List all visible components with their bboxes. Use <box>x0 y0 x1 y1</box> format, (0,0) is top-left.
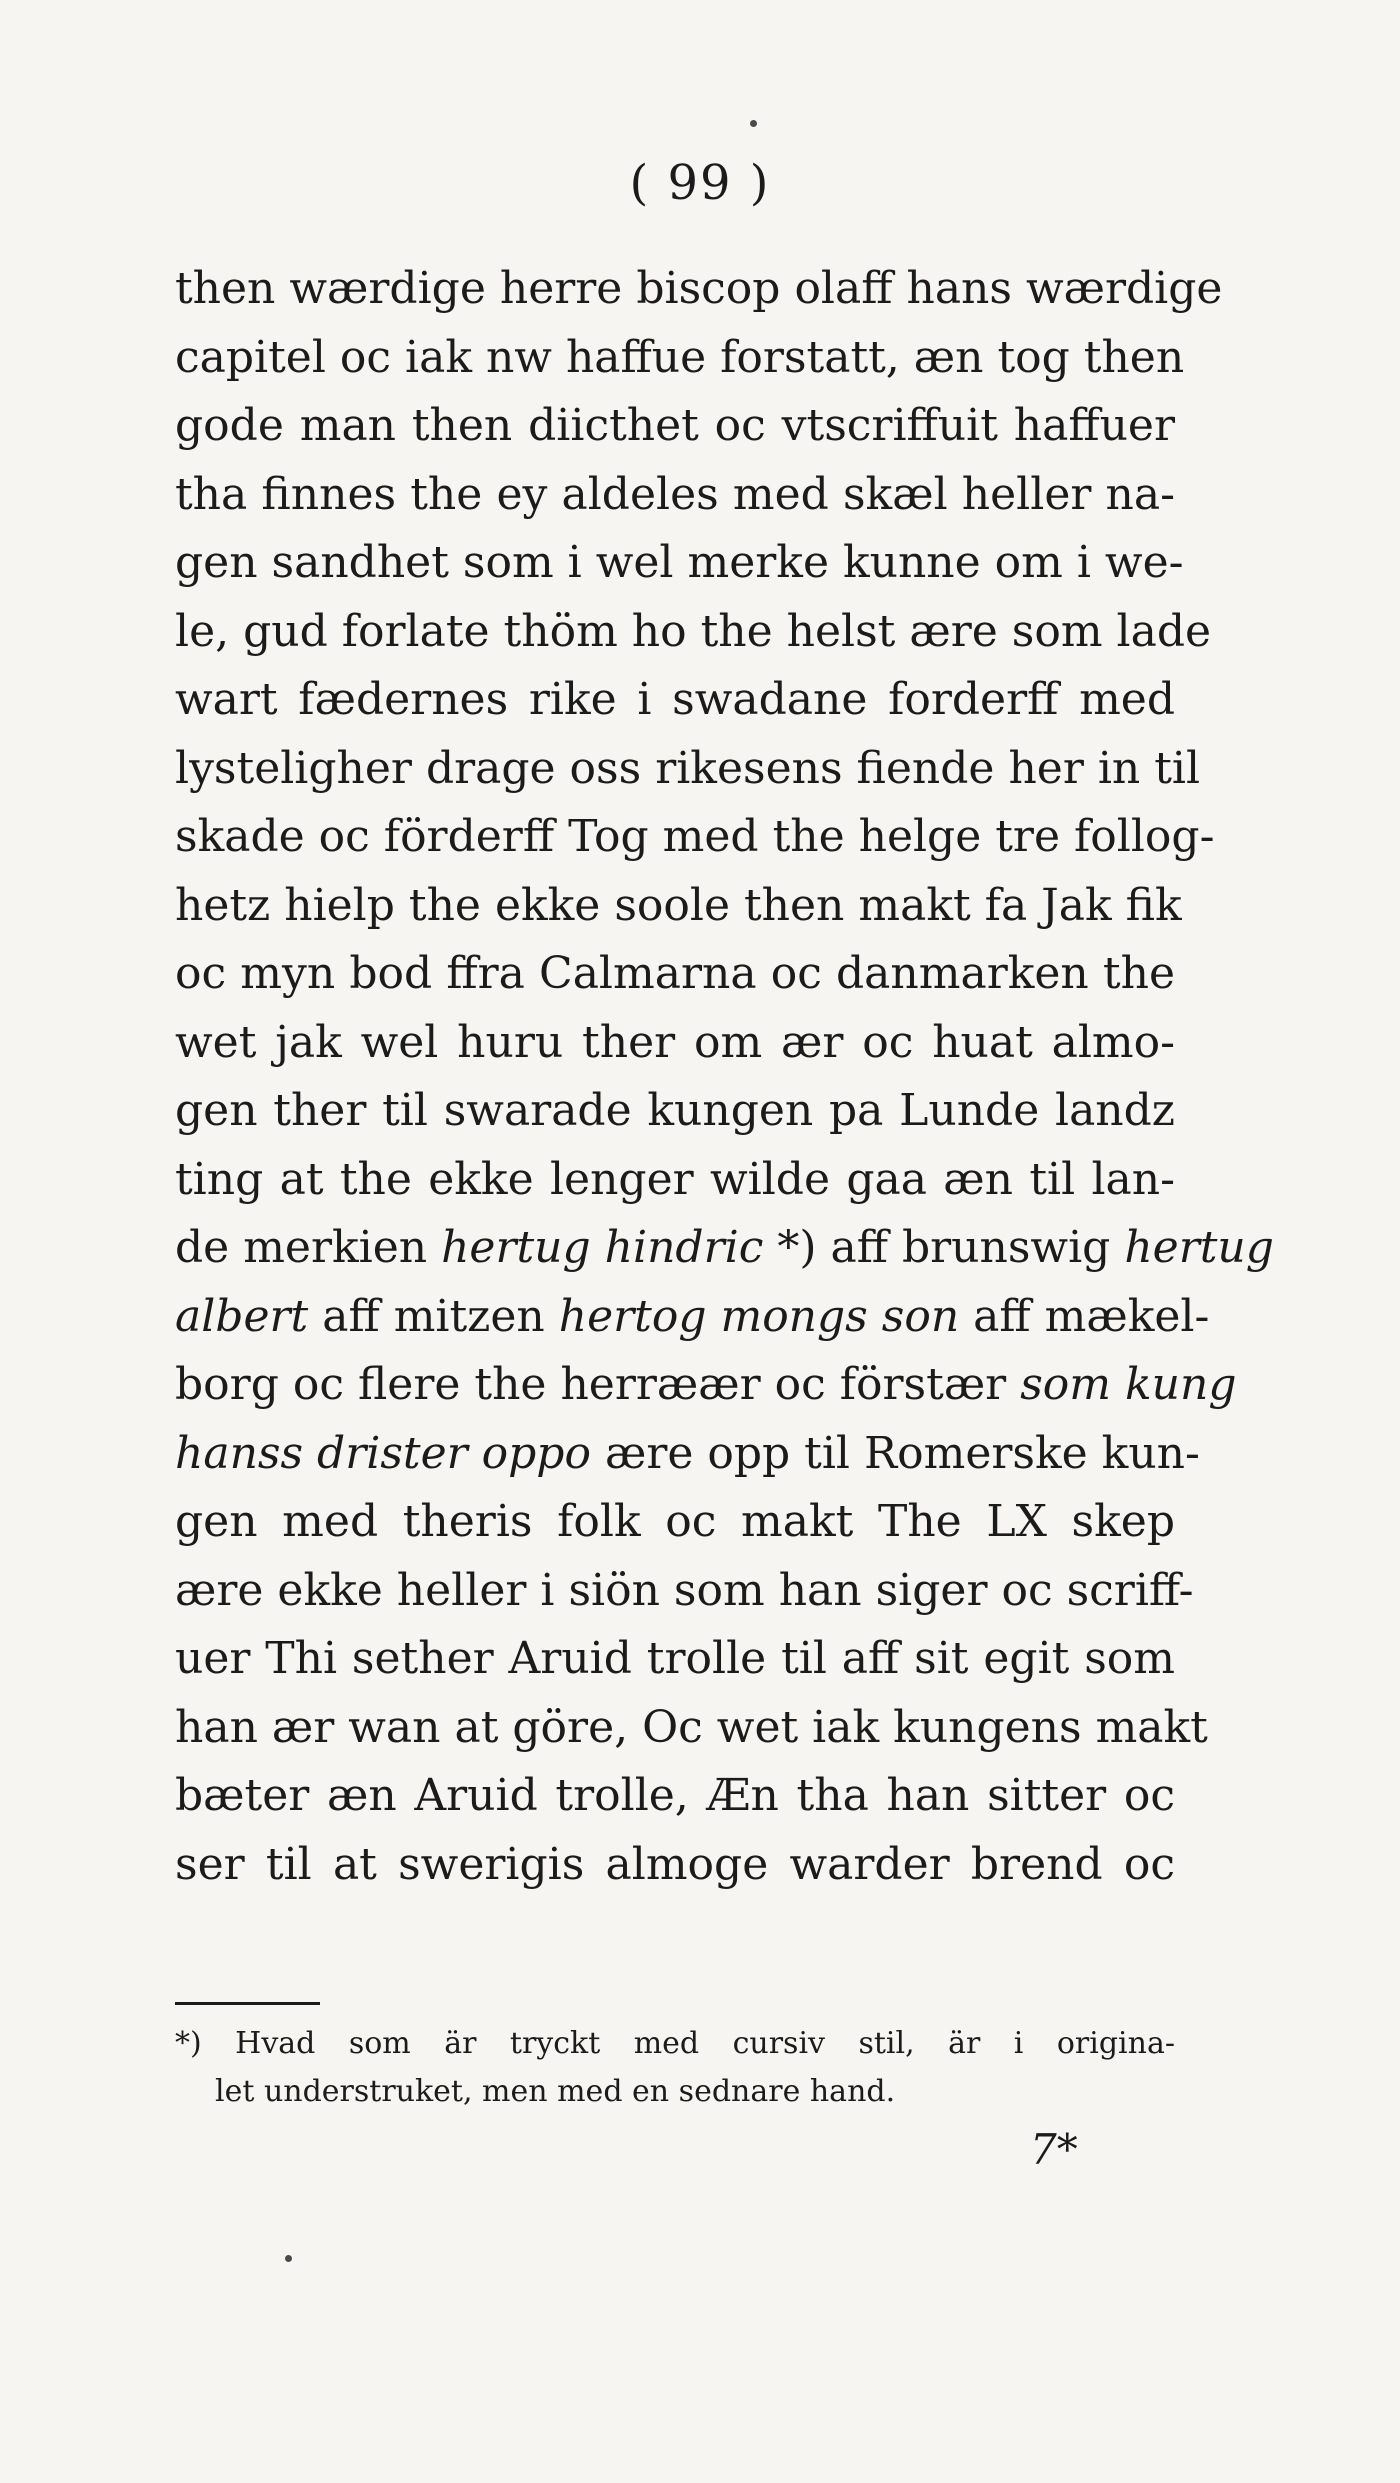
text-line-mixed <box>175 1420 1200 1489</box>
text-run: de merkien <box>175 1222 442 1273</box>
text-run: *) aff brunswig <box>763 1222 1125 1273</box>
text-line: ser til at swerigis almoge warder brend oc <box>175 1838 1175 1890</box>
text-line-mixed <box>175 1283 1210 1352</box>
body-text <box>175 255 1274 1899</box>
print-speck <box>750 120 757 127</box>
text-line: bæter æn Aruid trolle, Æn tha han sitter oc <box>175 1770 1175 1821</box>
text-run: aff mitzen <box>308 1290 559 1342</box>
text-line: gode man then diicthet oc vtscriffuit haffuer <box>175 400 1175 451</box>
text-line: then wærdige herre biscop olaff hans wærdige <box>175 263 1223 314</box>
text-line: ære ekke heller i siön som han siger oc scriff- <box>175 1564 1194 1616</box>
text-run: ære opp til Romerske kun- <box>590 1427 1200 1479</box>
text-line: wart fædernes rike i swadane forderff med <box>175 674 1175 725</box>
footnote-line: *) Hvad som är tryckt med cursiv stil, är i origina- <box>175 2026 1175 2061</box>
signature-mark: 7* <box>1030 2125 1078 2174</box>
text-line: hetz hielp the ekke soole then makt fa Jak fik <box>175 879 1182 931</box>
text-line: gen ther til swarade kungen pa Lunde landz <box>175 1085 1175 1136</box>
italic-run: hanss drister oppo <box>175 1427 591 1479</box>
italic-run: som kung <box>1020 1359 1237 1410</box>
italic-run: hertug hindric <box>441 1222 764 1273</box>
text-line: capitel oc iak nw haffue forstatt, æn tog then <box>175 331 1185 383</box>
text-run: borg oc flere the herræær oc förstær <box>175 1359 1021 1410</box>
text-line: uer Thi sether Aruid trolle til aff sit egit som <box>175 1633 1175 1684</box>
text-line: gen med theris folk oc makt The LX skep <box>175 1496 1175 1547</box>
text-run: aff mækel- <box>959 1290 1210 1342</box>
footnote-rule <box>175 2002 320 2005</box>
italic-run: hertug <box>1124 1222 1274 1273</box>
print-speck <box>285 2255 292 2262</box>
text-line-mixed <box>175 1351 1237 1420</box>
text-line: skade oc förderff Tog med the helge tre follog- <box>175 811 1215 862</box>
page-number: ( 99 ) <box>629 155 771 211</box>
text-line-mixed <box>175 1214 1274 1283</box>
text-line: tha finnes the ey aldeles med skæl heller na- <box>175 468 1175 520</box>
text-line: han ær wan at göre, Oc wet iak kungens makt <box>175 1701 1208 1753</box>
italic-run: hertog mongs son <box>558 1290 960 1342</box>
italic-run: albert <box>175 1290 309 1342</box>
text-line: ting at the ekke lenger wilde gaa æn til lan- <box>175 1153 1175 1205</box>
footnote <box>175 2020 1175 2116</box>
text-line: oc myn bod ffra Calmarna oc danmarken the <box>175 948 1175 999</box>
text-line: le, gud forlate thöm ho the helst ære som lade <box>175 605 1212 657</box>
text-line: gen sandhet som i wel merke kunne om i we- <box>175 537 1184 588</box>
text-line: lysteligher drage oss rikesens fiende her in til <box>175 742 1201 794</box>
footnote-line: let understruket, men med en sednare hand. <box>215 2074 896 2109</box>
text-line: wet jak wel huru ther om ær oc huat almo- <box>175 1016 1175 1068</box>
